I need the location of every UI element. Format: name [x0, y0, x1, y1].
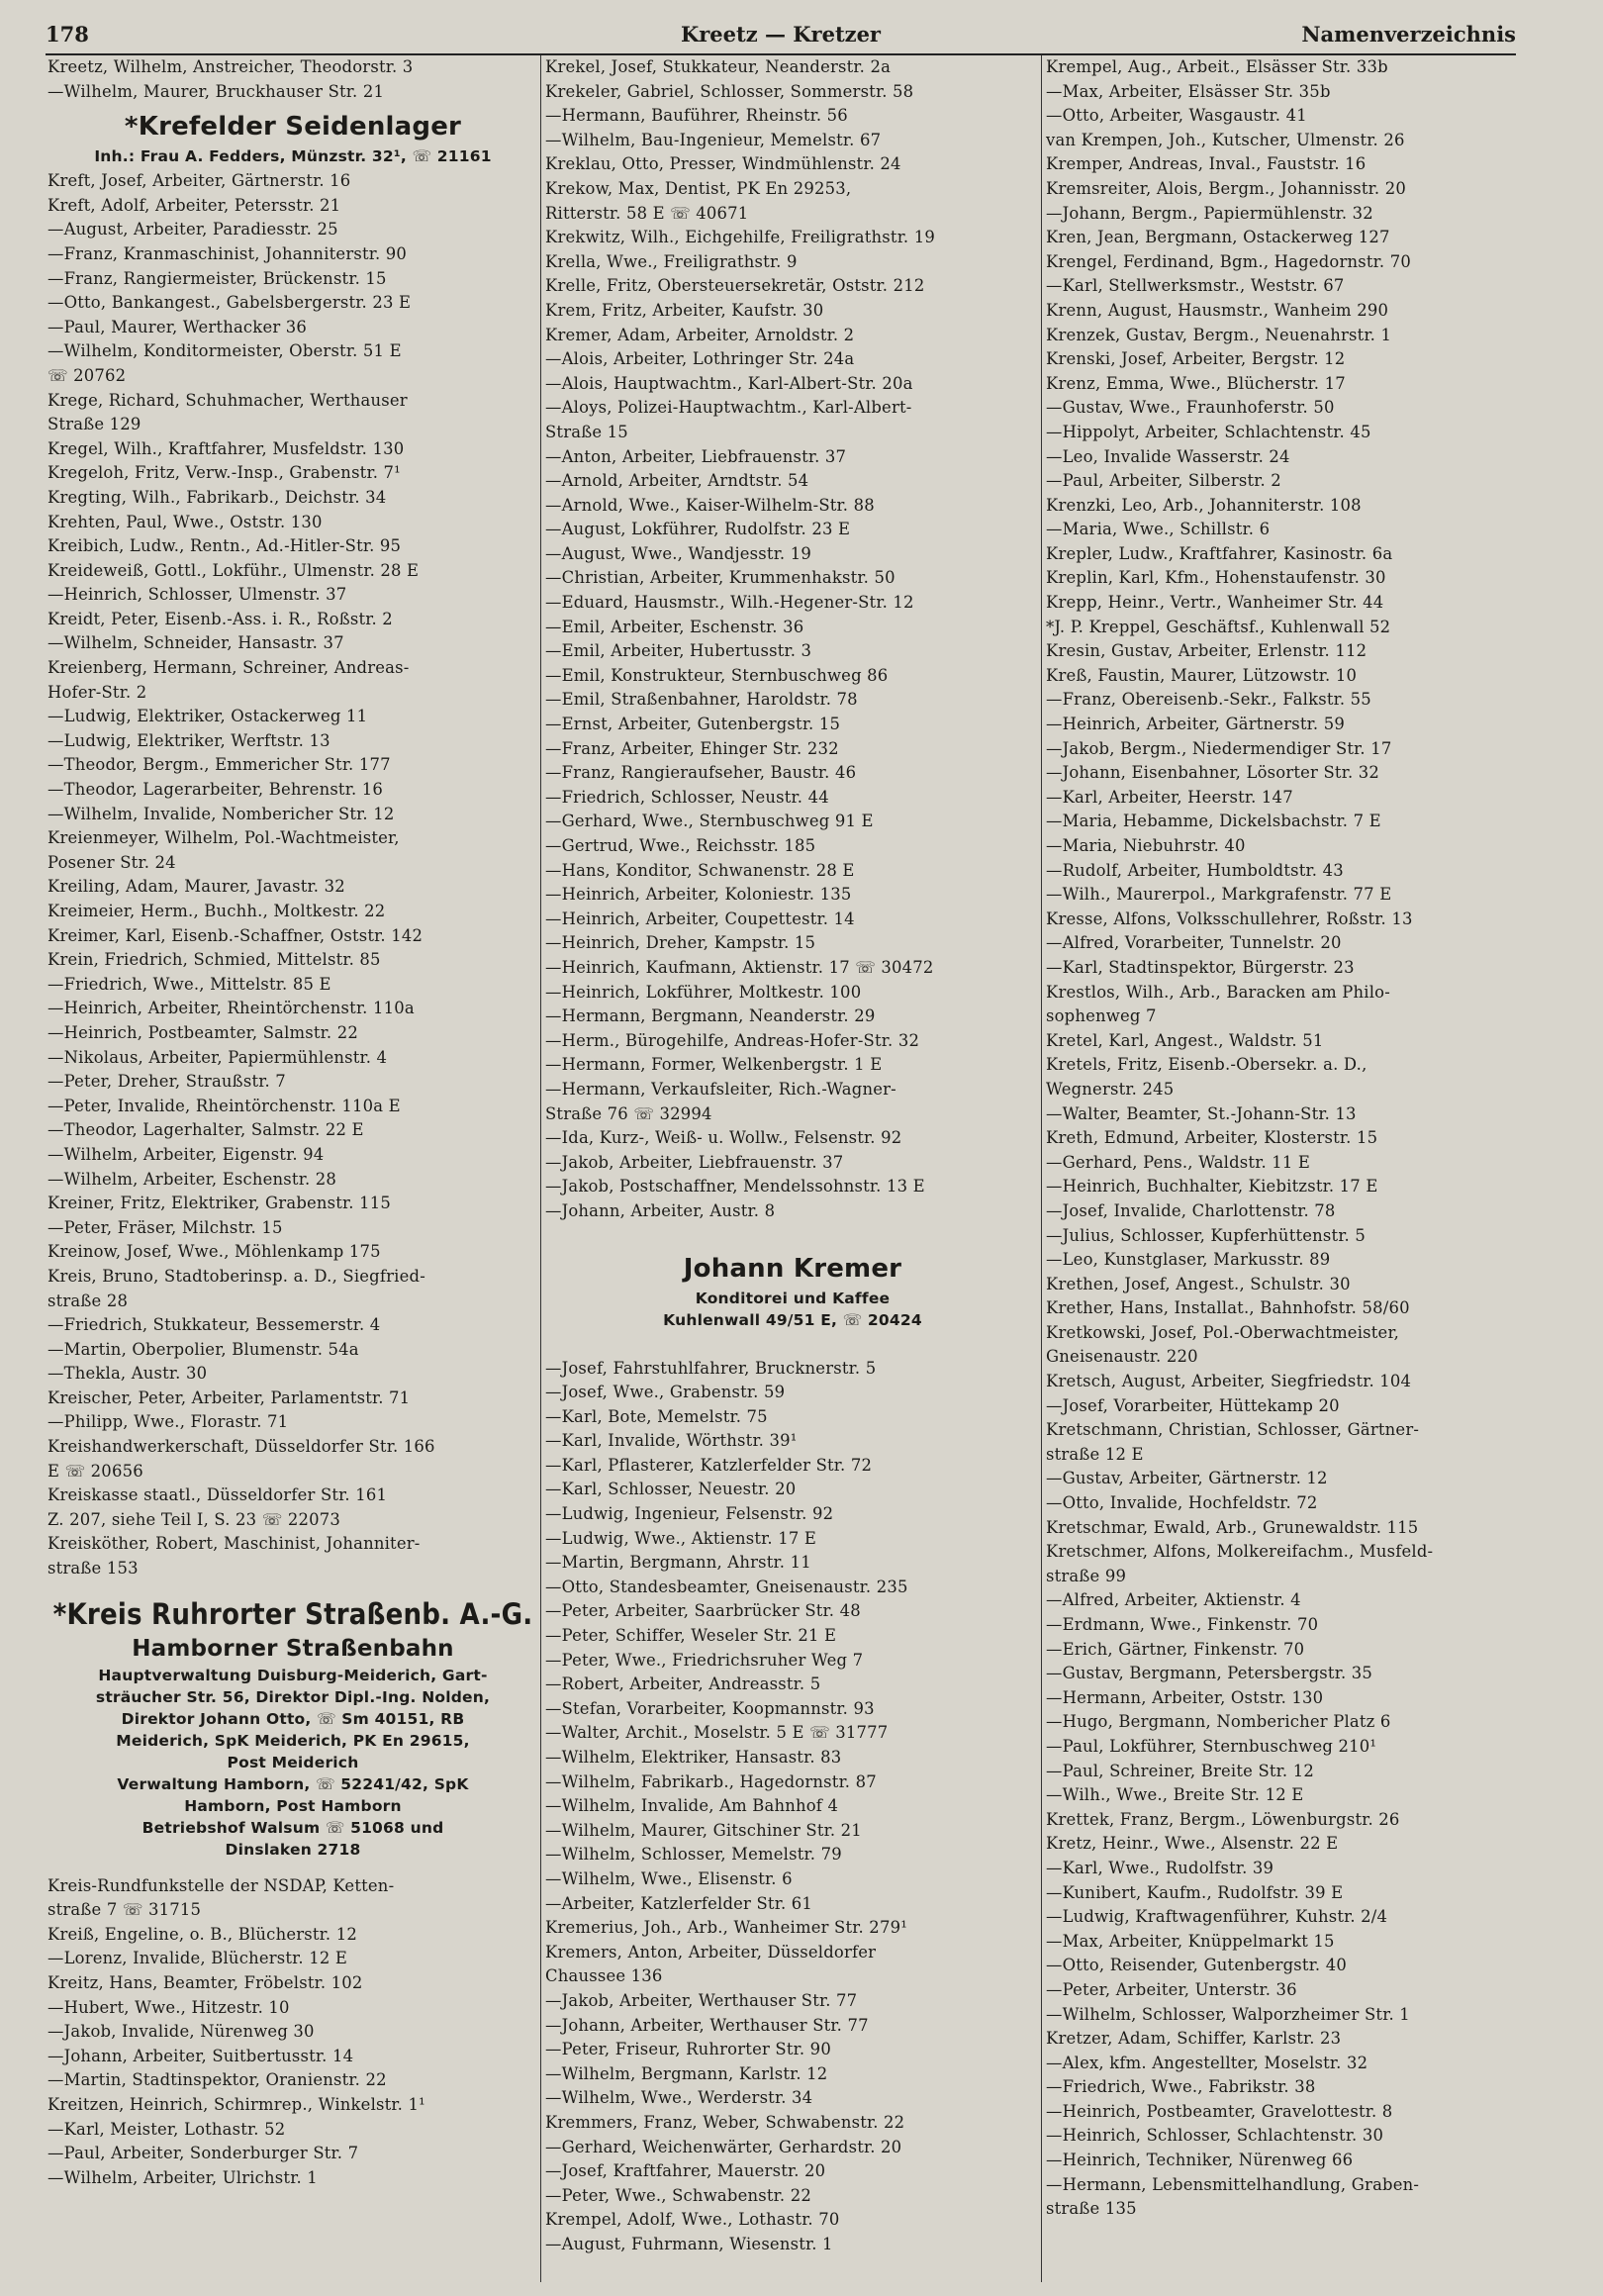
list-item: —Paul, Arbeiter, Sonderburger Str. 7: [47, 2144, 359, 2163]
list-item: Kreibich, Ludw., Rentn., Ad.-Hitler-Str. 95: [47, 536, 402, 556]
list-item: —Maria, Niebuhrstr. 40: [1046, 836, 1246, 855]
list-item: —Ludwig, Elektriker, Werftstr. 13: [47, 730, 330, 750]
ad-kreis-ruhrorter: [47, 1595, 538, 1861]
list-item: —Wilhelm, Schlosser, Walporzheimer Str. 1: [1046, 2004, 1410, 2024]
list-item: Krem, Fritz, Arbeiter, Kaufstr. 30: [545, 300, 824, 320]
list-item: —Jakob, Arbeiter, Werthauser Str. 77: [545, 1990, 858, 2010]
list-item: —Gustav, Bergmann, Petersbergstr. 35: [1046, 1664, 1373, 1683]
list-item: —Heinrich, Postbeamter, Gravelottestr. 8: [1046, 2101, 1393, 2121]
list-item: —Arnold, Arbeiter, Arndtstr. 54: [545, 471, 809, 491]
list-item: —Wilhelm, Fabrikarb., Hagedornstr. 87: [545, 1771, 877, 1791]
list-item: —Heinrich, Techniker, Nürenweg 66: [1046, 2151, 1354, 2170]
list-item: —Heinrich, Arbeiter, Rheintörchenstr. 110a: [47, 999, 415, 1018]
list-item: —Emil, Arbeiter, Hubertusstr. 3: [545, 641, 812, 661]
list-item: —Hermann, Former, Welkenbergstr. 1 E: [545, 1055, 883, 1075]
list-item: —Wilh., Maurerpol., Markgrafenstr. 77 E: [1046, 885, 1392, 905]
list-item: —Karl, Pflasterer, Katzlerfelder Str. 72: [545, 1455, 873, 1475]
list-item: —Martin, Oberpolier, Blumenstr. 54a: [47, 1339, 359, 1359]
list-item: Kreimer, Karl, Eisenb.-Schaffner, Oststr. 142: [47, 925, 424, 945]
list-item: —Wilhelm, Bergmann, Karlstr. 12: [545, 2063, 828, 2083]
list-item: van Krempen, Joh., Kutscher, Ulmenstr. 26: [1046, 130, 1405, 149]
list-item: —Karl, Bote, Memelstr. 75: [545, 1406, 768, 1426]
list-item: —Heinrich, Postbeamter, Salmstr. 22: [47, 1022, 358, 1042]
ad-lines: [47, 1665, 538, 1861]
list-item: —Heinrich, Dreher, Kampstr. 15: [545, 933, 816, 953]
list-item: —Theodor, Bergm., Emmericher Str. 177: [47, 755, 391, 775]
list-item: —Anton, Arbeiter, Liebfrauenstr. 37: [545, 446, 847, 466]
list-item: —Otto, Reisender, Gutenbergstr. 40: [1046, 1956, 1348, 1975]
list-item: Kreß, Faustin, Maurer, Lützowstr. 10: [1046, 665, 1358, 685]
list-item: Verwaltung Hamborn, ☏ 52241/42, SpK: [117, 1774, 469, 1793]
list-item: —Peter, Friseur, Ruhrorter Str. 90: [545, 2040, 831, 2059]
list-item: —Wilhelm, Schneider, Hansastr. 37: [47, 633, 344, 653]
list-item: straße 28: [47, 1291, 129, 1310]
list-item: Kreienberg, Hermann, Schreiner, Andreas-: [47, 658, 410, 678]
list-item: Krettek, Franz, Bergm., Löwenburgstr. 26: [1046, 1809, 1400, 1829]
list-item: Krempel, Aug., Arbeit., Elsässer Str. 33b: [1046, 57, 1388, 76]
list-item: —Josef, Invalide, Charlottenstr. 78: [1046, 1200, 1336, 1220]
entry-list: [1046, 55, 1523, 2222]
list-item: Posener Str. 24: [47, 852, 176, 872]
list-item: ☏ 20762: [47, 365, 127, 385]
list-item: —Karl, Schlosser, Neuestr. 20: [545, 1480, 797, 1499]
list-item: —Arnold, Wwe., Kaiser-Wilhelm-Str. 88: [545, 495, 875, 515]
list-item: —Johann, Arbeiter, Suitbertusstr. 14: [47, 2046, 354, 2065]
list-item: —Nikolaus, Arbeiter, Papiermühlenstr. 4: [47, 1047, 388, 1067]
list-item: —Franz, Rangiermeister, Brückenstr. 15: [47, 268, 387, 288]
list-item: Kremsreiter, Alois, Bergm., Johannisstr. 20: [1046, 178, 1406, 198]
list-item: —Heinrich, Arbeiter, Gärtnerstr. 59: [1046, 715, 1345, 734]
list-item: Kretel, Karl, Angest., Waldstr. 51: [1046, 1030, 1324, 1050]
list-item: Kretschmann, Christian, Schlosser, Gärtner-: [1046, 1420, 1420, 1440]
list-item: —Josef, Kraftfahrer, Mauerstr. 20: [545, 2161, 826, 2181]
list-item: —Wilhelm, Schlosser, Memelstr. 79: [545, 1845, 842, 1865]
list-item: —Heinrich, Arbeiter, Coupettestr. 14: [545, 909, 855, 928]
list-item: —Peter, Fräser, Milchstr. 15: [47, 1217, 283, 1237]
list-item: —Hermann, Bauführer, Rheinstr. 56: [545, 106, 848, 126]
list-item: —Emil, Straßenbahner, Haroldstr. 78: [545, 690, 858, 710]
list-item: —Walter, Archit., Moselstr. 5 E ☏ 31777: [545, 1723, 889, 1743]
list-item: —Wilhelm, Arbeiter, Ulrichstr. 1: [47, 2167, 318, 2187]
list-item: —Friedrich, Schlosser, Neustr. 44: [545, 787, 829, 807]
list-item: Kremerius, Joh., Arb., Wanheimer Str. 279¹: [545, 1918, 907, 1938]
list-item: —Peter, Arbeiter, Saarbrücker Str. 48: [545, 1601, 861, 1621]
list-item: Post Meiderich: [227, 1753, 359, 1771]
list-item: —Ludwig, Ingenieur, Felsenstr. 92: [545, 1504, 834, 1524]
list-item: Kreis, Bruno, Stadtoberinsp. a. D., Siegfried-: [47, 1266, 425, 1286]
list-item: —Robert, Arbeiter, Andreasstr. 5: [545, 1674, 821, 1694]
list-item: Krelle, Fritz, Obersteuersekretär, Oststr. 212: [545, 276, 925, 296]
list-item: —Hermann, Lebensmittelhandlung, Graben-: [1046, 2174, 1420, 2194]
list-item: Krenn, August, Hausmstr., Wanheim 290: [1046, 300, 1389, 320]
list-item: —Jakob, Invalide, Nürenweg 30: [47, 2022, 315, 2042]
list-item: —Theodor, Lagerarbeiter, Behrenstr. 16: [47, 780, 384, 800]
list-item: Krekeler, Gabriel, Schlosser, Sommerstr. 58: [545, 81, 914, 101]
list-item: Krether, Hans, Installat., Bahnhofstr. 58/60: [1046, 1298, 1410, 1318]
list-item: —Franz, Arbeiter, Ehinger Str. 232: [545, 738, 839, 758]
list-item: —Thekla, Austr. 30: [47, 1364, 208, 1384]
ad-krefelder-seidenlager: [47, 108, 538, 167]
list-item: —Gertrud, Wwe., Reichsstr. 185: [545, 836, 816, 855]
list-item: —Paul, Lokführer, Sternbuschweg 210¹: [1046, 1736, 1377, 1756]
list-item: Krepp, Heinr., Vertr., Wanheimer Str. 44: [1046, 593, 1384, 613]
list-item: Straße 15: [545, 422, 628, 441]
ad-title: Johann Kremer: [683, 1253, 902, 1284]
list-item: —Gustav, Arbeiter, Gärtnerstr. 12: [1046, 1469, 1328, 1488]
list-item: —August, Wwe., Wandjesstr. 19: [545, 543, 812, 563]
list-item: —Christian, Arbeiter, Krummenhakstr. 50: [545, 568, 896, 588]
list-item: sophenweg 7: [1046, 1006, 1157, 1026]
list-item: Dinslaken 2718: [225, 1840, 361, 1859]
list-item: —Gerhard, Pens., Waldstr. 11 E: [1046, 1152, 1311, 1172]
list-item: straße 12 E: [1046, 1444, 1144, 1464]
list-item: Krempel, Adolf, Wwe., Lothastr. 70: [545, 2210, 840, 2230]
list-item: Kregting, Wilh., Fabrikarb., Deichstr. 34: [47, 487, 387, 507]
list-item: Kretz, Heinr., Wwe., Alsenstr. 22 E: [1046, 1834, 1339, 1854]
list-item: —Emil, Arbeiter, Eschenstr. 36: [545, 617, 804, 636]
column-3: [1041, 55, 1523, 2282]
list-item: straße 153: [47, 1559, 139, 1578]
list-item: —August, Lokführer, Rudolfstr. 23 E: [545, 520, 851, 539]
list-item: —Heinrich, Buchhalter, Kiebitzstr. 17 E: [1046, 1177, 1378, 1196]
list-item: sträucher Str. 56, Direktor Dipl.-Ing. Nolden,: [95, 1687, 491, 1706]
list-item: Krenzki, Leo, Arb., Johanniterstr. 108: [1046, 495, 1362, 515]
list-item: Kreetz, Wilhelm, Anstreicher, Theodorstr. 3: [47, 57, 414, 76]
list-item: —Wilhelm, Arbeiter, Eigenstr. 94: [47, 1144, 325, 1164]
list-item: —Erich, Gärtner, Finkenstr. 70: [1046, 1639, 1305, 1659]
list-item: Krestlos, Wilh., Arb., Baracken am Philo-: [1046, 982, 1390, 1002]
list-item: Kreishandwerkerschaft, Düsseldorfer Str. 166: [47, 1437, 435, 1457]
list-item: Ritterstr. 58 E ☏ 40671: [545, 203, 749, 223]
list-item: —Karl, Invalide, Wörthstr. 39¹: [545, 1431, 798, 1451]
list-item: Straße 76 ☏ 32994: [545, 1103, 712, 1123]
list-item: Meiderich, SpK Meiderich, PK En 29615,: [116, 1731, 470, 1750]
list-item: —Heinrich, Arbeiter, Koloniestr. 135: [545, 885, 852, 905]
list-item: Kreisköther, Robert, Maschinist, Johanniter-: [47, 1534, 421, 1554]
list-item: Kreiskasse staatl., Düsseldorfer Str. 161: [47, 1485, 388, 1505]
list-item: —Josef, Fahrstuhlfahrer, Brucknerstr. 5: [545, 1358, 877, 1378]
list-item: Kreitz, Hans, Beamter, Fröbelstr. 102: [47, 1973, 363, 1992]
list-item: Gneisenaustr. 220: [1046, 1347, 1198, 1367]
list-item: straße 99: [1046, 1566, 1127, 1585]
list-item: Straße 129: [47, 415, 141, 434]
list-item: —Otto, Standesbeamter, Gneisenaustr. 235: [545, 1577, 908, 1596]
list-item: Kretsch, August, Arbeiter, Siegfriedstr. 104: [1046, 1372, 1412, 1391]
list-item: —Karl, Stellwerksmstr., Weststr. 67: [1046, 276, 1345, 296]
list-item: —Wilhelm, Bau-Ingenieur, Memelstr. 67: [545, 130, 882, 149]
list-item: Krekow, Max, Dentist, PK En 29253,: [545, 178, 852, 198]
list-item: —Franz, Kranmaschinist, Johanniterstr. 90: [47, 243, 408, 263]
column-1: [47, 55, 538, 2282]
list-item: —Ludwig, Elektriker, Ostackerweg 11: [47, 707, 368, 726]
list-item: —Gerhard, Weichenwärter, Gerhardstr. 20: [545, 2137, 902, 2156]
list-item: Hamborn, Post Hamborn: [184, 1796, 402, 1815]
list-item: —Peter, Schiffer, Weseler Str. 21 E: [545, 1626, 837, 1646]
list-item: —Peter, Wwe., Friedrichsruher Weg 7: [545, 1650, 864, 1670]
list-item: —Arbeiter, Katzlerfelder Str. 61: [545, 1893, 813, 1913]
list-item: straße 135: [1046, 2199, 1137, 2219]
list-item: —August, Arbeiter, Paradiesstr. 25: [47, 220, 338, 239]
list-item: —Stefan, Vorarbeiter, Koopmannstr. 93: [545, 1698, 875, 1718]
list-item: —Max, Arbeiter, Knüppelmarkt 15: [1046, 1931, 1335, 1951]
list-item: Kregel, Wilh., Kraftfahrer, Musfeldstr. 130: [47, 438, 405, 458]
list-item: —Otto, Invalide, Hochfeldstr. 72: [1046, 1493, 1318, 1513]
list-item: —Wilhelm, Invalide, Am Bahnhof 4: [545, 1796, 839, 1816]
entry-list: [545, 1357, 1040, 2257]
list-item: Kreitzen, Heinrich, Schirmrep., Winkelstr. 1¹: [47, 2094, 425, 2114]
list-item: —Hugo, Bergmann, Nombericher Platz 6: [1046, 1712, 1391, 1732]
list-item: —Otto, Arbeiter, Wasgaustr. 41: [1046, 106, 1307, 126]
list-item: Kreft, Josef, Arbeiter, Gärtnerstr. 16: [47, 171, 351, 191]
list-item: —Paul, Maurer, Werthacker 36: [47, 317, 308, 336]
list-item: —Wilhelm, Invalide, Nombericher Str. 12: [47, 804, 395, 823]
list-item: —Walter, Beamter, St.-Johann-Str. 13: [1046, 1103, 1357, 1123]
list-item: Z. 207, siehe Teil I, S. 23 ☏ 22073: [47, 1509, 340, 1529]
list-item: —Alfred, Arbeiter, Aktienstr. 4: [1046, 1590, 1301, 1610]
list-item: Kresse, Alfons, Volksschullehrer, Roßstr. 13: [1046, 909, 1413, 928]
list-item: Kretzer, Adam, Schiffer, Karlstr. 23: [1046, 2029, 1342, 2049]
ad-line: Kuhlenwall 49/51 E, ☏ 20424: [663, 1310, 922, 1329]
list-item: —Friedrich, Wwe., Fabrikstr. 38: [1046, 2077, 1316, 2097]
list-item: Kreimeier, Herm., Buchh., Moltkestr. 22: [47, 902, 386, 920]
list-item: —Karl, Stadtinspektor, Bürgerstr. 23: [1046, 957, 1355, 977]
list-item: —Philipp, Wwe., Florastr. 71: [47, 1412, 289, 1432]
list-item: —Maria, Wwe., Schillstr. 6: [1046, 520, 1271, 539]
column-2: [540, 55, 1040, 2282]
list-item: —Maria, Hebamme, Dickelsbachstr. 7 E: [1046, 812, 1381, 831]
list-item: Betriebshof Walsum ☏ 51068 und: [141, 1818, 444, 1837]
list-item: Kremmers, Franz, Weber, Schwabenstr. 22: [545, 2112, 905, 2132]
list-item: —Wilh., Wwe., Breite Str. 12 E: [1046, 1785, 1304, 1805]
list-item: —Alex, kfm. Angestellter, Moselstr. 32: [1046, 2053, 1368, 2072]
list-item: —Lorenz, Invalide, Blücherstr. 12 E: [47, 1949, 348, 1968]
list-item: Kreinow, Josef, Wwe., Möhlenkamp 175: [47, 1242, 381, 1262]
list-item: —Gustav, Wwe., Fraunhoferstr. 50: [1046, 398, 1335, 418]
list-item: Kreideweiß, Gottl., Lokführ., Ulmenstr. 28 E: [47, 560, 420, 580]
list-item: Kreiner, Fritz, Elektriker, Grabenstr. 115: [47, 1194, 391, 1213]
list-item: —Erdmann, Wwe., Finkenstr. 70: [1046, 1615, 1319, 1634]
list-item: —Otto, Bankangest., Gabelsbergerstr. 23 E: [47, 293, 412, 313]
list-item: Hauptverwaltung Duisburg-Meiderich, Gart-: [98, 1666, 488, 1684]
list-item: Kreienmeyer, Wilhelm, Pol.-Wachtmeister,: [47, 828, 400, 848]
ad-title: *Krefelder Seidenlager: [124, 112, 462, 143]
ad-line: Inh.: Frau A. Fedders, Münzstr. 32¹, ☏ 21161: [94, 147, 492, 166]
list-item: —Peter, Invalide, Rheintörchenstr. 110a E: [47, 1096, 401, 1115]
list-item: Krekel, Josef, Stukkateur, Neanderstr. 2a: [545, 57, 892, 76]
list-item: —Jakob, Bergm., Niedermendiger Str. 17: [1046, 738, 1392, 758]
list-item: —Kunibert, Kaufm., Rudolfstr. 39 E: [1046, 1882, 1344, 1902]
list-item: Kreklau, Otto, Presser, Windmühlenstr. 24: [545, 154, 901, 174]
list-item: Krege, Richard, Schuhmacher, Werthauser: [47, 390, 408, 410]
list-item: Chaussee 136: [545, 1966, 663, 1986]
list-item: Krella, Wwe., Freiligrathstr. 9: [545, 251, 798, 271]
list-item: Kremer, Adam, Arbeiter, Arnoldstr. 2: [545, 325, 855, 344]
list-item: Krein, Friedrich, Schmied, Mittelstr. 85: [47, 950, 381, 970]
list-item: —Wilhelm, Arbeiter, Eschenstr. 28: [47, 1169, 337, 1189]
list-item: —Wilhelm, Elektriker, Hansastr. 83: [545, 1748, 842, 1767]
list-item: —Heinrich, Schlosser, Schlachtenstr. 30: [1046, 2126, 1384, 2146]
list-item: *J. P. Kreppel, Geschäftsf., Kuhlenwall 52: [1046, 617, 1391, 636]
ad-subtitle: Konditorei und Kaffee: [695, 1289, 891, 1307]
list-item: Krehten, Paul, Wwe., Oststr. 130: [47, 512, 323, 531]
list-item: Kreis-Rundfunkstelle der NSDAP, Ketten-: [47, 1875, 395, 1895]
entry-list: [545, 55, 1040, 1224]
list-item: —Franz, Rangieraufseher, Baustr. 46: [545, 763, 857, 783]
list-item: Kretschmar, Ewald, Arb., Grunewaldstr. 115: [1046, 1517, 1419, 1537]
list-item: —Johann, Bergm., Papiermühlenstr. 32: [1046, 203, 1373, 223]
list-item: —Paul, Arbeiter, Silberstr. 2: [1046, 471, 1281, 491]
list-item: straße 7 ☏ 31715: [47, 1900, 202, 1920]
list-item: —Theodor, Lagerhalter, Salmstr. 22 E: [47, 1120, 364, 1140]
list-item: —Heinrich, Lokführer, Moltkestr. 100: [545, 982, 862, 1002]
list-item: —Johann, Arbeiter, Austr. 8: [545, 1200, 776, 1220]
list-item: —Wilhelm, Wwe., Elisenstr. 6: [545, 1868, 793, 1888]
list-item: —Paul, Schreiner, Breite Str. 12: [1046, 1761, 1314, 1780]
list-item: —Alois, Hauptwachtm., Karl-Albert-Str. 20a: [545, 373, 913, 393]
list-item: Kren, Jean, Bergmann, Ostackerweg 127: [1046, 228, 1390, 247]
list-item: Kreth, Edmund, Arbeiter, Klosterstr. 15: [1046, 1128, 1378, 1148]
list-item: —Leo, Invalide Wasserstr. 24: [1046, 446, 1290, 466]
list-item: Krengel, Ferdinand, Bgm., Hagedornstr. 70: [1046, 251, 1411, 271]
list-item: —Ludwig, Wwe., Aktienstr. 17 E: [545, 1528, 817, 1548]
list-item: Kreidt, Peter, Eisenb.-Ass. i. R., Roßstr. 2: [47, 609, 393, 628]
list-item: —Wilhelm, Maurer, Gitschiner Str. 21: [545, 1820, 862, 1840]
list-item: —Eduard, Hausmstr., Wilh.-Hegener-Str. 12: [545, 593, 914, 613]
list-item: —Leo, Kunstglaser, Markusstr. 89: [1046, 1250, 1331, 1270]
list-item: Hofer-Str. 2: [47, 682, 147, 702]
list-item: —Julius, Schlosser, Kupferhüttenstr. 5: [1046, 1225, 1366, 1245]
list-item: —Ernst, Arbeiter, Gutenbergstr. 15: [545, 715, 841, 734]
list-item: Direktor Johann Otto, ☏ Sm 40151, RB: [121, 1709, 465, 1728]
list-item: —Heinrich, Schlosser, Ulmenstr. 37: [47, 585, 347, 605]
entry-list: [47, 169, 538, 1580]
list-item: Kremper, Andreas, Inval., Fauststr. 16: [1046, 154, 1367, 174]
ad-johann-kremer: [545, 1250, 1040, 1331]
list-item: —Gerhard, Wwe., Sternbuschweg 91 E: [545, 812, 874, 831]
list-item: Kretkowski, Josef, Pol.-Oberwachtmeister,: [1046, 1322, 1400, 1342]
list-item: —Alfred, Vorarbeiter, Tunnelstr. 20: [1046, 933, 1342, 953]
list-item: —Johann, Arbeiter, Werthauser Str. 77: [545, 2015, 869, 2035]
list-item: —Hippolyt, Arbeiter, Schlachtenstr. 45: [1046, 422, 1371, 441]
list-item: Krenzek, Gustav, Bergm., Neuenahrstr. 1: [1046, 325, 1392, 344]
list-item: Wegnerstr. 245: [1046, 1079, 1175, 1099]
entry-list: [47, 55, 538, 104]
list-item: Kreiß, Engeline, o. B., Blücherstr. 12: [47, 1924, 357, 1944]
list-item: —Hermann, Arbeiter, Oststr. 130: [1046, 1687, 1324, 1707]
list-item: —Max, Arbeiter, Elsässer Str. 35b: [1046, 81, 1331, 101]
list-item: —Josef, Vorarbeiter, Hüttekamp 20: [1046, 1395, 1340, 1415]
list-item: Kremers, Anton, Arbeiter, Düsseldorfer: [545, 1942, 877, 1961]
list-item: —Peter, Wwe., Schwabenstr. 22: [545, 2185, 811, 2205]
list-item: —Friedrich, Wwe., Mittelstr. 85 E: [47, 974, 331, 994]
list-item: —Peter, Arbeiter, Unterstr. 36: [1046, 1979, 1297, 1999]
list-item: Kregeloh, Fritz, Verw.-Insp., Grabenstr. 7¹: [47, 463, 401, 483]
list-item: —Johann, Eisenbahner, Lösorter Str. 32: [1046, 763, 1380, 783]
list-item: —Herm., Bürogehilfe, Andreas-Hofer-Str. 32: [545, 1030, 920, 1050]
list-item: —Karl, Wwe., Rudolfstr. 39: [1046, 1858, 1274, 1877]
list-item: Krethen, Josef, Angest., Schulstr. 30: [1046, 1274, 1351, 1293]
page-number: 178: [46, 22, 89, 47]
list-item: —Karl, Arbeiter, Heerstr. 147: [1046, 787, 1293, 807]
list-item: E ☏ 20656: [47, 1461, 143, 1481]
list-item: Kretels, Fritz, Eisenb.-Obersekr. a. D.,: [1046, 1055, 1367, 1075]
list-item: —Friedrich, Stukkateur, Bessemerstr. 4: [47, 1315, 381, 1335]
list-item: —Emil, Konstrukteur, Sternbuschweg 86: [545, 665, 889, 685]
list-item: —Karl, Meister, Lothastr. 52: [47, 2119, 286, 2139]
list-item: —Hermann, Verkaufsleiter, Rich.-Wagner-: [545, 1079, 896, 1099]
list-item: —Martin, Bergmann, Ahrstr. 11: [545, 1553, 811, 1573]
list-item: —Ludwig, Kraftwagenführer, Kuhstr. 2/4: [1046, 1907, 1388, 1927]
list-item: Krenz, Emma, Wwe., Blücherstr. 17: [1046, 373, 1346, 393]
list-item: —Aloys, Polizei-Hauptwachtm., Karl-Albert-: [545, 398, 912, 418]
list-item: —Rudolf, Arbeiter, Humboldtstr. 43: [1046, 860, 1344, 880]
list-item: —Ida, Kurz-, Weiß- u. Wollw., Felsenstr. 92: [545, 1128, 902, 1148]
list-item: —Alois, Arbeiter, Lothringer Str. 24a: [545, 349, 855, 369]
list-item: —August, Fuhrmann, Wiesenstr. 1: [545, 2234, 833, 2253]
list-item: —Hermann, Bergmann, Neanderstr. 29: [545, 1006, 876, 1026]
ad-title: *Kreis Ruhrorter Straßenb. A.-G.: [52, 1596, 533, 1631]
list-item: —Wilhelm, Wwe., Werderstr. 34: [545, 2088, 813, 2108]
list-item: —Franz, Obereisenb.-Sekr., Falkstr. 55: [1046, 690, 1371, 710]
list-item: Kreplin, Karl, Kfm., Hohenstaufenstr. 30: [1046, 568, 1386, 588]
list-item: —Martin, Stadtinspektor, Oranienstr. 22: [47, 2070, 387, 2090]
running-title: Kreetz — Kretzer: [680, 22, 881, 47]
list-item: Kretschmer, Alfons, Molkereifachm., Musfeld-: [1046, 1542, 1434, 1562]
list-item: —Wilhelm, Maurer, Bruckhauser Str. 21: [47, 81, 385, 101]
section-title: Namenverzeichnis: [1301, 22, 1516, 47]
entry-list: [47, 1874, 538, 2191]
list-item: —Peter, Dreher, Straußstr. 7: [47, 1072, 286, 1092]
list-item: Krenski, Josef, Arbeiter, Bergstr. 12: [1046, 349, 1346, 369]
list-item: —Hubert, Wwe., Hitzestr. 10: [47, 1997, 290, 2017]
list-item: Kreiling, Adam, Maurer, Javastr. 32: [47, 877, 345, 897]
ad-subtitle: Hamborner Straßenbahn: [132, 1635, 454, 1662]
list-item: Krekwitz, Wilh., Eichgehilfe, Freiligrathstr. 19: [545, 228, 936, 247]
list-item: —Wilhelm, Konditormeister, Oberstr. 51 E: [47, 341, 402, 361]
list-item: Kresin, Gustav, Arbeiter, Erlenstr. 112: [1046, 641, 1367, 661]
list-item: —Josef, Wwe., Grabenstr. 59: [545, 1383, 786, 1402]
list-item: —Heinrich, Kaufmann, Aktienstr. 17 ☏ 30472: [545, 957, 934, 977]
list-item: —Hans, Konditor, Schwanenstr. 28 E: [545, 860, 855, 880]
list-item: —Jakob, Postschaffner, Mendelssohnstr. 13 E: [545, 1177, 925, 1196]
page-header: [46, 18, 1516, 51]
list-item: Krepler, Ludw., Kraftfahrer, Kasinostr. 6a: [1046, 543, 1393, 563]
list-item: Kreft, Adolf, Arbeiter, Petersstr. 21: [47, 195, 341, 215]
list-item: Kreischer, Peter, Arbeiter, Parlamentstr. 71: [47, 1387, 411, 1407]
list-item: —Jakob, Arbeiter, Liebfrauenstr. 37: [545, 1152, 844, 1172]
